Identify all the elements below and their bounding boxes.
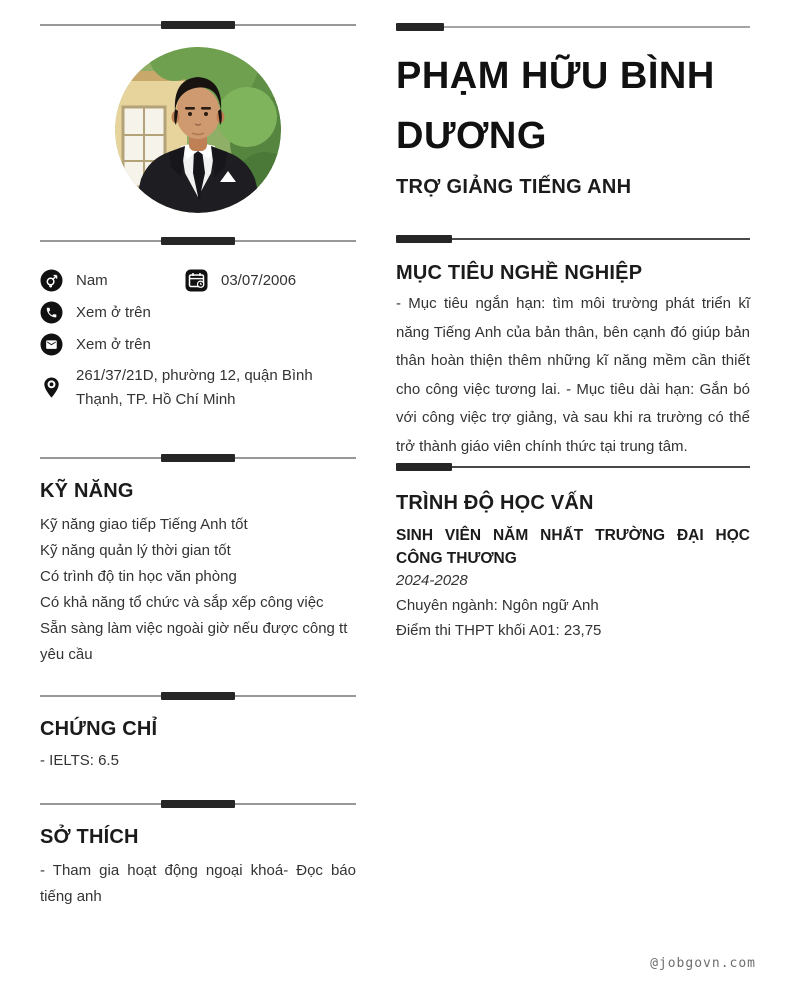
skill-item: Có khả năng tổ chức và sắp xếp công việc bbox=[40, 594, 324, 611]
divider-accent bbox=[161, 21, 235, 29]
contact-row-dob bbox=[185, 269, 296, 292]
certificate-item: - IELTS: 6.5 bbox=[40, 752, 119, 769]
divider-accent bbox=[161, 237, 235, 245]
skill-item: Kỹ năng giao tiếp Tiếng Anh tốt bbox=[40, 516, 248, 533]
divider-line bbox=[396, 26, 750, 28]
email-icon bbox=[40, 333, 63, 356]
section-divider bbox=[40, 692, 356, 700]
section-divider bbox=[396, 463, 750, 471]
calendar-icon bbox=[185, 269, 208, 292]
watermark: @jobgovn.com bbox=[650, 956, 756, 971]
right-column bbox=[396, 0, 750, 985]
divider-accent bbox=[396, 235, 452, 243]
phone-icon bbox=[40, 301, 63, 324]
profile-photo-illustration bbox=[115, 47, 281, 213]
skills-heading: KỸ NĂNG bbox=[40, 480, 134, 502]
divider-accent bbox=[396, 463, 452, 471]
address-value: 261/37/21D, phường 12, quận Bình Thạnh, TP. Hồ Chí Minh bbox=[76, 367, 313, 408]
contact-row-address bbox=[40, 364, 356, 412]
left-column bbox=[40, 0, 356, 985]
divider-accent bbox=[161, 692, 235, 700]
skills-list bbox=[40, 512, 356, 668]
skill-item: Có trình độ tin học văn phòng bbox=[40, 568, 237, 585]
skill-item: Sẵn sàng làm việc ngoài giờ nếu được công tt yêu cầu bbox=[40, 620, 348, 663]
education-school: SINH VIÊN NĂM NHẤT TRƯỜNG ĐẠI HỌC CÔNG THƯƠNG bbox=[396, 527, 750, 567]
hobbies-heading: SỞ THÍCH bbox=[40, 826, 139, 848]
education-heading: TRÌNH ĐỘ HỌC VẤN bbox=[396, 492, 594, 514]
section-divider bbox=[40, 800, 356, 808]
contact-row-gender bbox=[40, 269, 356, 292]
job-title: TRỢ GIẢNG TIẾNG ANH bbox=[396, 176, 632, 198]
section-divider bbox=[40, 21, 356, 29]
dob-value: 03/07/2006 bbox=[221, 272, 297, 289]
divider-accent bbox=[396, 23, 444, 31]
location-pin-icon bbox=[40, 376, 63, 399]
divider-accent bbox=[161, 454, 235, 462]
gender-icon bbox=[40, 269, 63, 292]
phone-value: Xem ở trên bbox=[76, 304, 151, 321]
gender-value: Nam bbox=[76, 272, 108, 289]
section-divider bbox=[40, 237, 356, 245]
header-divider bbox=[396, 23, 750, 31]
education-years: 2024-2028 bbox=[396, 572, 468, 589]
profile-photo bbox=[115, 47, 281, 213]
objective-heading: MỤC TIÊU NGHỀ NGHIỆP bbox=[396, 262, 643, 284]
contact-row-phone bbox=[40, 301, 356, 324]
education-exam-score: Điểm thi THPT khối A01: 23,75 bbox=[396, 622, 602, 639]
email-value: Xem ở trên bbox=[76, 336, 151, 353]
contact-row-email bbox=[40, 333, 356, 356]
hobbies-text: - Tham gia hoạt động ngoại khoá- Đọc báo tiếng anh bbox=[40, 862, 356, 905]
divider-accent bbox=[161, 800, 235, 808]
certificates-heading: CHỨNG CHỈ bbox=[40, 718, 158, 740]
education-major: Chuyên ngành: Ngôn ngữ Anh bbox=[396, 597, 599, 614]
objective-text: - Mục tiêu ngắn hạn: tìm môi trường phát triển kĩ năng Tiếng Anh của bản thân, bên cạnh đó giúp bản thân hoàn thiện thêm những kĩ năng mềm cần thiết cho công việc tương lai. - Mục tiêu dài hạn: Gắn bó với công việc trợ giảng, và sau khi ra trường có thể trở thành giáo viên chính thức tại trung tâm. bbox=[396, 295, 750, 455]
skill-item: Kỹ năng quản lý thời gian tốt bbox=[40, 542, 231, 559]
section-divider bbox=[40, 454, 356, 462]
candidate-name: PHẠM HỮU BÌNH DƯƠNG bbox=[396, 55, 715, 157]
section-divider bbox=[396, 235, 750, 243]
